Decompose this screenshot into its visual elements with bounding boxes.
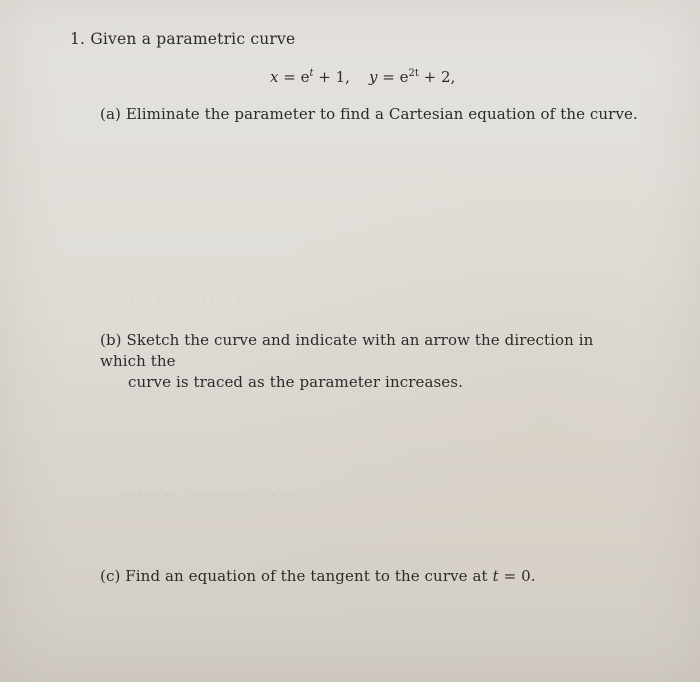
question-title: 1. Given a parametric curve bbox=[70, 30, 296, 48]
x-rhs-base: = $e^t + 1$, bbox=[283, 68, 350, 86]
part-b-line-1: (b) Sketch the curve and indicate with an arrow the direction in which the bbox=[100, 331, 594, 370]
x-variable: x bbox=[270, 68, 279, 86]
bleed-through-text: · · · · bbox=[128, 505, 160, 521]
part-b-line-2: curve is traced as the parameter increases. bbox=[128, 373, 463, 391]
part-c-prefix: (c) Find an equation of the tangent to the curve at bbox=[100, 567, 493, 585]
y-rhs-base: = $e^{2t} + 2$, bbox=[382, 68, 456, 86]
bleed-through-text: · · · · · · · · · · · · · · · · · · · · bbox=[120, 488, 294, 504]
bleed-through-text: · · · · · · · · · · · · · · · bbox=[112, 294, 242, 310]
part-c-text bbox=[100, 566, 536, 587]
part-a-text: (a) Eliminate the parameter to find a Cartesian equation of the curve. bbox=[100, 105, 638, 123]
part-b-text bbox=[100, 330, 640, 393]
parametric-equations bbox=[270, 68, 455, 86]
part-c-variable: t bbox=[492, 567, 499, 585]
y-variable: y bbox=[369, 68, 378, 86]
part-c-suffix: = 0. bbox=[498, 567, 536, 585]
